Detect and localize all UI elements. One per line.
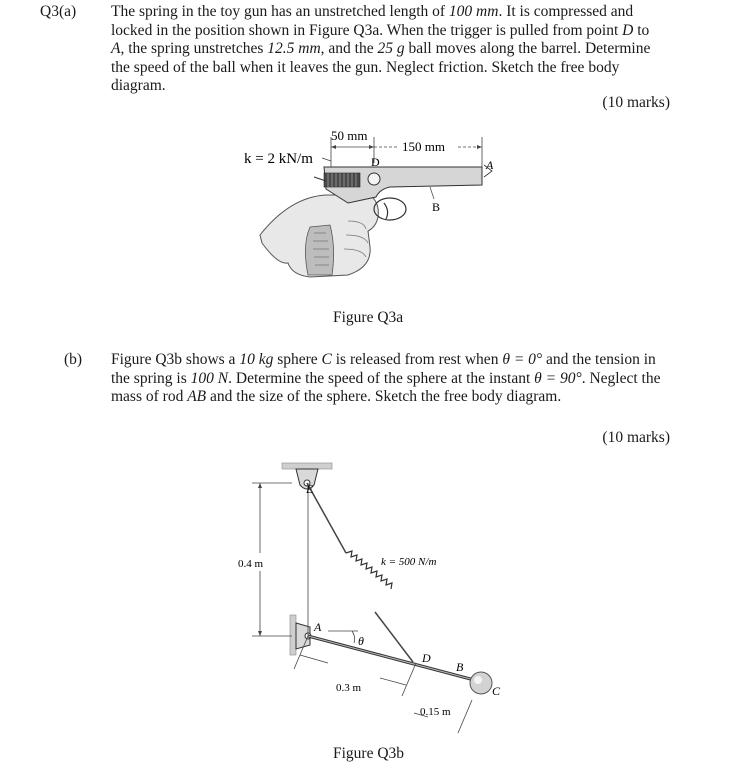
fig-q3a-dim-150: 150 mm (402, 139, 445, 154)
q3b-label: (b) (64, 351, 83, 368)
figure-q3a-caption: Figure Q3a (333, 309, 404, 326)
q3a-marks: (10 marks) (602, 94, 670, 111)
q3a-line-2: locked in the position shown in Figure Q3a. When the trigger is pulled from point D to (111, 21, 650, 39)
figure-q3a (230, 125, 510, 305)
q3a-line-3: A, the spring unstretches 12.5 mm, and the 25 g ball moves along the barrel. Determine (111, 40, 651, 58)
figure-q3b (230, 455, 520, 735)
fig-q3b-point-a: A (314, 620, 322, 634)
fig-q3a-point-b: B (432, 200, 441, 214)
q3b-paragraph (111, 351, 670, 407)
fig-q3a-k-label: k = 2 kN/m (244, 151, 313, 167)
q3b-line-2: the spring is 100 N. Determine the speed of the sphere at the instant θ = 90°. Neglect the (111, 369, 661, 387)
fig-q3b-dim-03: 0.3 m (336, 682, 362, 694)
fig-q3b-point-b: B (456, 660, 464, 674)
q3a-paragraph (111, 3, 670, 96)
fig-q3a-point-a: A (486, 158, 494, 172)
fig-q3b-point-e: E (306, 482, 314, 496)
q3a-line-4: the speed of the ball when it leaves the gun. Neglect friction. Sketch the free body (111, 58, 620, 76)
fig-q3b-dim-04: 0.4 m (238, 558, 264, 570)
q3b-marks: (10 marks) (602, 429, 670, 446)
fig-q3b-theta: θ (358, 634, 364, 648)
q3a-line-1: The spring in the toy gun has an unstretched length of 100 mm. It is compressed and (111, 3, 634, 20)
q3a-label: Q3(a) (40, 3, 77, 20)
q3b-line-1: Figure Q3b shows a 10 kg sphere C is released from rest when θ = 0° and the tension in (111, 351, 656, 368)
fig-q3b-k-label: k = 500 N/m (381, 556, 437, 568)
fig-q3a-dim-50: 50 mm (331, 128, 368, 143)
q3b-line-3: mass of rod AB and the size of the sphere. Sketch the free body diagram. (111, 388, 562, 406)
q3a-line-5: diagram. (111, 77, 166, 95)
fig-q3b-dim-015: 0.15 m (420, 706, 451, 718)
fig-q3b-point-d: D (422, 651, 431, 665)
fig-q3b-point-c: C (492, 684, 501, 698)
fig-q3a-point-d: D (371, 155, 380, 169)
figure-q3b-caption: Figure Q3b (333, 745, 405, 762)
